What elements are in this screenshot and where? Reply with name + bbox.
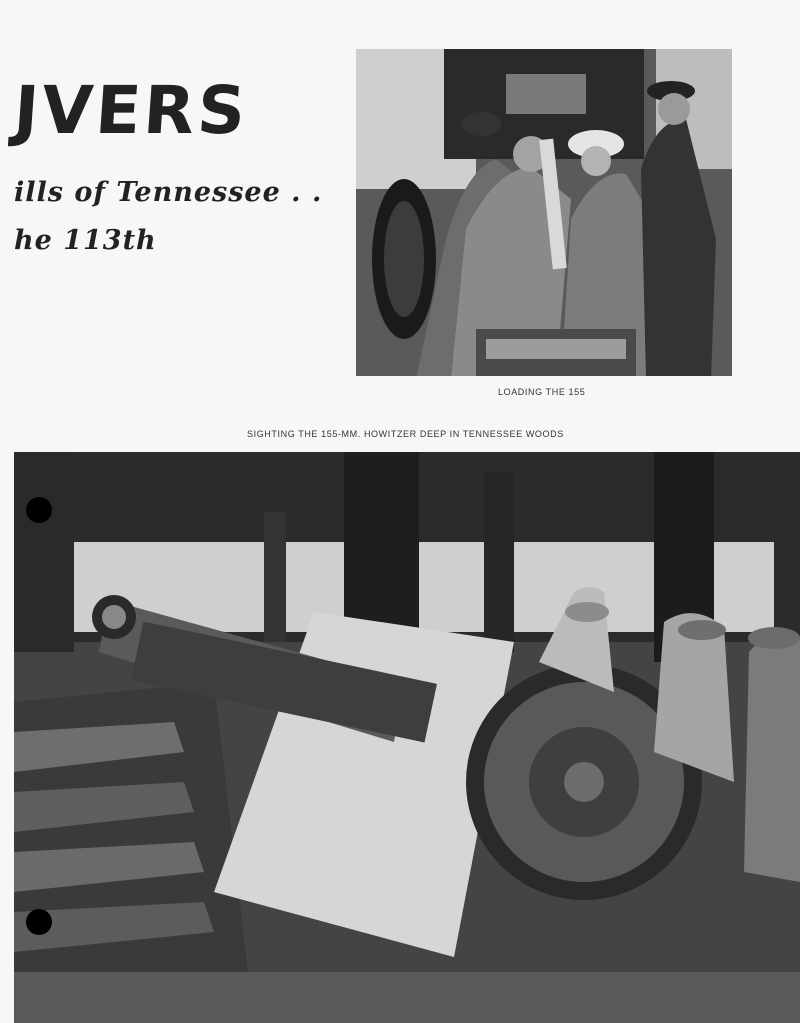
punch-hole-bottom bbox=[26, 909, 52, 935]
sighting-caption: SIGHTING THE 155-MM. HOWITZER DEEP IN TENNESSEE WOODS bbox=[247, 429, 564, 439]
headline-fragment: JVERS bbox=[11, 72, 251, 149]
punch-hole-top bbox=[26, 497, 52, 523]
loading-caption: LOADING THE 155 bbox=[498, 387, 586, 397]
loading-photo bbox=[356, 49, 732, 376]
howitzer-photo bbox=[14, 452, 800, 1023]
subtitle-line-1: ills of Tennessee . . bbox=[14, 177, 323, 208]
subtitle-line-2: he 113th bbox=[14, 225, 157, 256]
